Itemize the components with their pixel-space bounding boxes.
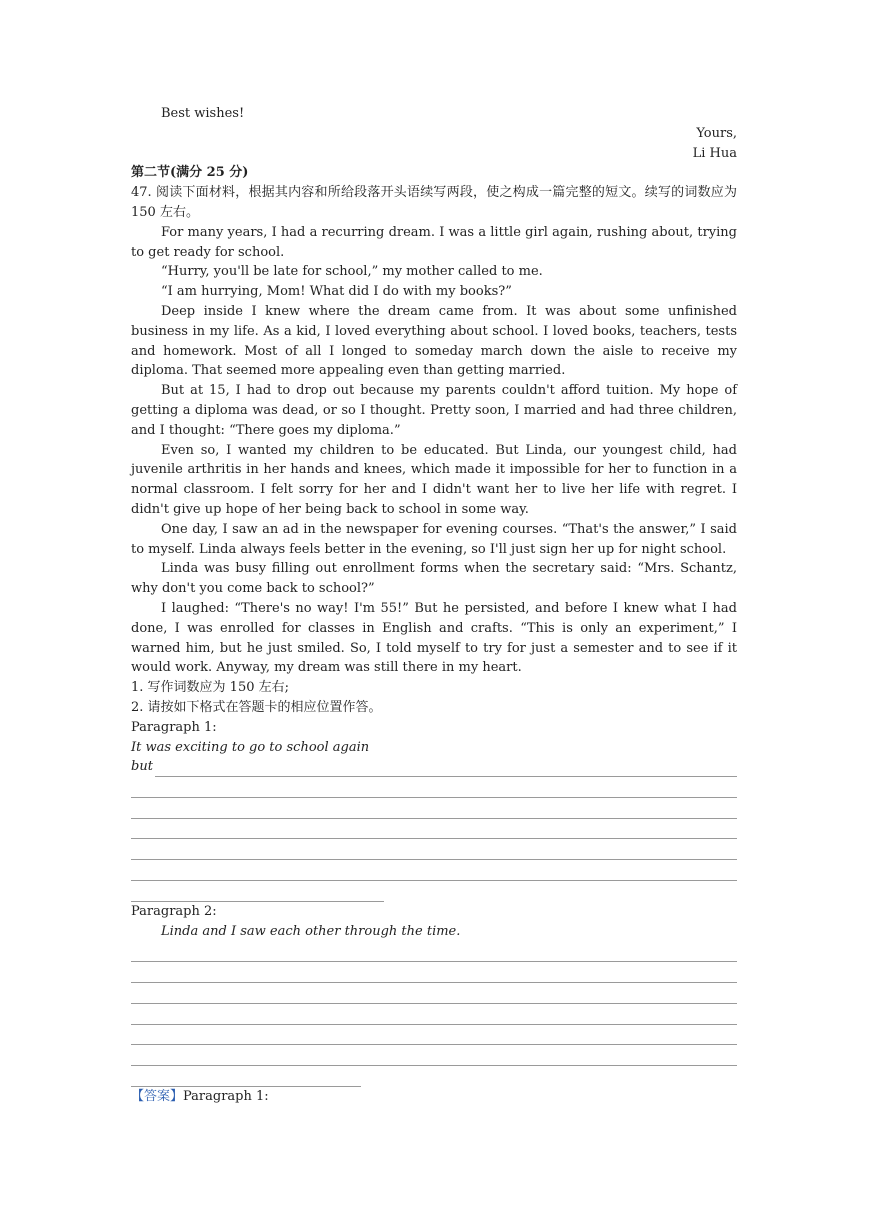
story-paragraph: One day, I saw an ad in the newspaper for evening courses. “That's the answer,” I said to myself. Linda always feels better in the evening, so I'll just sign her up for night school.	[131, 521, 737, 557]
writing-line[interactable]	[131, 1066, 361, 1087]
writing-line[interactable]	[131, 839, 737, 860]
paragraph2-label: Paragraph 2:	[131, 903, 217, 919]
story-paragraph: I laughed: “There's no way! I'm 55!” But he persisted, and before I knew what I had done, I was enrolled for classes in English and crafts. “This is only an experiment,” I warned him, but he just smiled. So, I told myself to try for just a semester and to see if it would work. Anyway, my dream was still there in my heart.	[131, 600, 737, 676]
writing-line[interactable]	[131, 1025, 737, 1046]
question-prompt: 47. 阅读下面材料，根据其内容和所给段落开头语续写两段，使之构成一篇完整的短文。续写的词数应为 150 左右。	[131, 185, 737, 220]
paragraph1-but-word: but	[131, 759, 153, 775]
writing-line[interactable]	[131, 941, 737, 962]
writing-line[interactable]	[131, 860, 737, 881]
document-page	[131, 104, 737, 1107]
paragraph1-label: Paragraph 1:	[131, 719, 217, 735]
writing-line[interactable]	[155, 762, 737, 777]
writing-line[interactable]	[131, 1004, 737, 1025]
writing-line[interactable]	[131, 1045, 737, 1066]
answer-tag: 【答案】	[131, 1089, 184, 1105]
story-paragraph: Deep inside I knew where the dream came from. It was about some unfinished business in my life. As a kid, I loved everything about school. I loved books, teachers, tests and homework. Most of all I longed to someday march down the aisle to receive my diploma. That seemed more appealing even than getting married.	[131, 303, 737, 379]
closing-wishes: Best wishes!	[161, 106, 245, 121]
story-paragraph: “Hurry, you'll be late for school,” my mother called to me.	[161, 264, 543, 280]
writing-line[interactable]	[131, 983, 737, 1004]
story-paragraph: For many years, I had a recurring dream. I was a little girl again, rushing about, trying to get ready for school.	[131, 224, 737, 260]
writing-line[interactable]	[131, 798, 737, 819]
story-paragraph: “I am hurrying, Mom! What did I do with my books?”	[161, 284, 512, 300]
paragraph1-opening: It was exciting to go to school again	[131, 739, 370, 755]
writing-line[interactable]	[131, 819, 737, 840]
paragraph1-first-line[interactable]	[131, 757, 737, 777]
story-paragraph: Even so, I wanted my children to be educated. But Linda, our youngest child, had juvenile arthritis in her hands and knees, which made it impossible for her to function in a normal classroom. I felt sorry for her and I didn't want her to live her life with regret. I didn't give up hope of her being back to school in some way.	[131, 442, 737, 517]
requirement-item: 1. 写作词数应为 150 左右;	[131, 680, 289, 696]
paragraph2-opening: Linda and I saw each other through the time.	[161, 923, 461, 939]
writing-line[interactable]	[131, 962, 737, 983]
closing-name: Li Hua	[692, 145, 737, 161]
requirement-item: 2. 请按如下格式在答题卡的相应位置作答。	[131, 699, 382, 715]
writing-line[interactable]	[131, 777, 737, 798]
story-paragraph: Linda was busy filling out enrollment forms when the secretary said: “Mrs. Schantz, why don't you come back to school?”	[131, 561, 737, 597]
answer-text: Paragraph 1:	[183, 1089, 269, 1105]
section-heading: 第二节(满分 25 分)	[131, 165, 249, 181]
story-paragraph: But at 15, I had to drop out because my parents couldn't afford tuition. My hope of getting a diploma was dead, or so I thought. Pretty soon, I married and had three children, and I thought: “There goes my diploma.”	[131, 383, 737, 438]
closing-yours: Yours,	[696, 125, 737, 141]
answer-line	[131, 1087, 737, 1107]
writing-line[interactable]	[131, 881, 384, 902]
